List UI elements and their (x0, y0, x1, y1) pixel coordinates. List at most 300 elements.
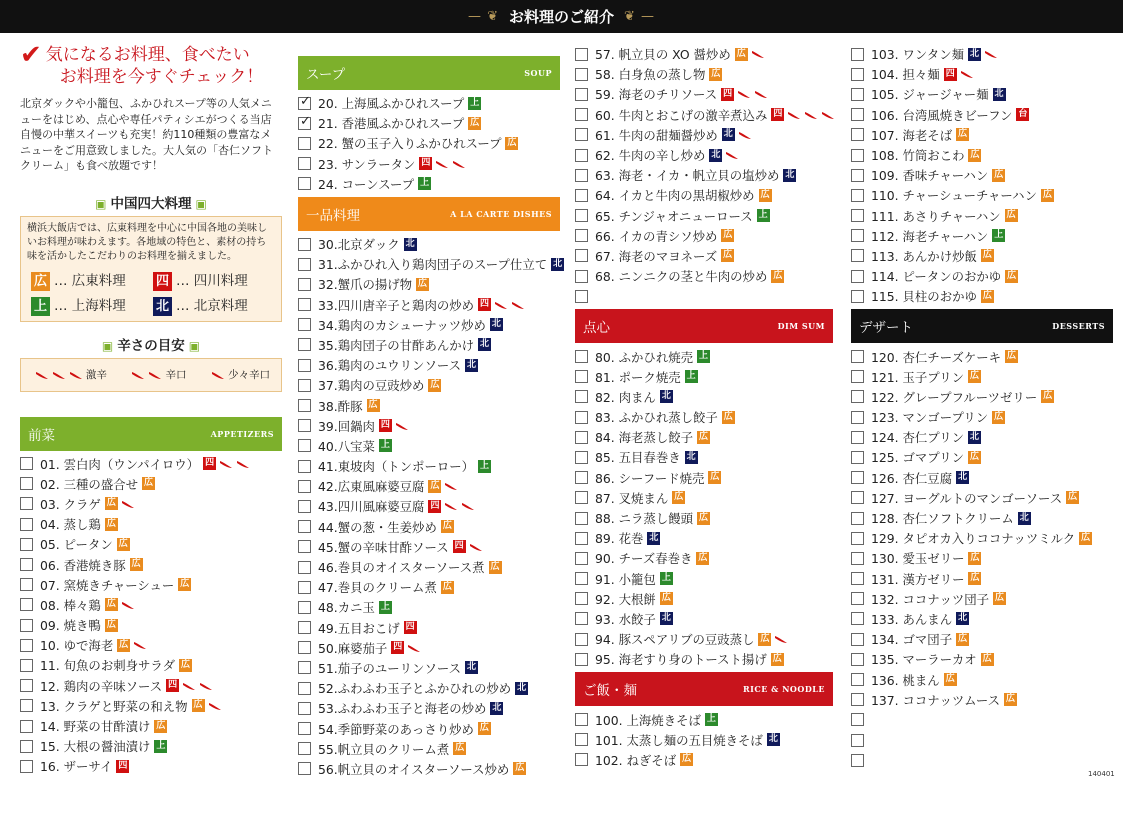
column-soup-alacarte (298, 53, 563, 779)
menu-item (851, 690, 1113, 710)
cuisine-badge: 四 (168, 680, 178, 691)
menu-item-checkbox[interactable] (575, 88, 588, 101)
legend-item (153, 297, 275, 316)
menu-item-checkbox[interactable] (298, 338, 311, 351)
menu-item-checkbox[interactable] (575, 592, 588, 605)
menu-item-checkbox[interactable] (851, 612, 864, 625)
cuisine-badge: 北 (466, 359, 476, 370)
menu-item-checkbox[interactable] (575, 229, 588, 242)
menu-item-label: 16. ザーサイ (40, 759, 113, 775)
menu-item-checkbox[interactable] (298, 480, 311, 493)
chili-icon (435, 159, 449, 169)
menu-item (298, 355, 560, 375)
menu-item-checkbox[interactable] (298, 520, 311, 533)
cuisine-badge: 広 (106, 599, 116, 610)
menu-item-checkbox[interactable] (20, 538, 33, 551)
menu-item-checkbox[interactable] (298, 561, 311, 574)
cuisine-badge: 広 (1007, 351, 1017, 362)
cuisine-badge: 広 (760, 189, 770, 200)
ornament-left: — ❦ (467, 9, 499, 24)
cuisine-badge: 広 (470, 117, 480, 128)
menu-item (851, 84, 1113, 104)
cuisines-box (20, 216, 282, 322)
menu-item-label: 02. 三種の盛合せ (40, 476, 138, 492)
menu-item-checkbox[interactable] (575, 249, 588, 262)
menu-item (298, 234, 560, 254)
menu-item-checkbox[interactable] (851, 693, 864, 706)
cuisine-badge: 上 (758, 210, 768, 221)
menu-item-checkbox[interactable] (20, 518, 33, 531)
cuisine-badge: 上 (156, 740, 166, 751)
menu-item-label: 57. 帆立貝の XO 醤炒め (595, 47, 731, 63)
menu-item (298, 577, 560, 597)
menu-item-checkbox[interactable] (298, 359, 311, 372)
cuisine-badge: 広 (1006, 694, 1016, 705)
chili-icon (236, 459, 250, 469)
menu-item-checkbox[interactable] (298, 117, 311, 130)
cuisine-badge: 広 (430, 379, 440, 390)
menu-item-label: 80. ふかひれ焼売 (595, 349, 693, 365)
menu-item-checkbox[interactable] (575, 189, 588, 202)
menu-item-checkbox[interactable] (20, 740, 33, 753)
menu-item (575, 548, 833, 568)
menu-item (20, 676, 282, 696)
menu-item-label: 55.帆立貝のクリーム煮 (318, 741, 450, 757)
menu-item-checkbox[interactable] (851, 270, 864, 283)
menu-item-label: 81. ポーク焼売 (595, 369, 681, 385)
menu-item-checkbox[interactable] (851, 451, 864, 464)
cuisine-badge: 広 (994, 169, 1004, 180)
menu-item-checkbox[interactable] (851, 88, 864, 101)
menu-item-checkbox[interactable] (20, 598, 33, 611)
cuisine-badge: 広 (970, 552, 980, 563)
menu-item-checkbox[interactable] (298, 419, 311, 432)
menu-item-checkbox[interactable] (20, 558, 33, 571)
cuisine-badge: 広 (994, 411, 1004, 422)
legend-label: … 広東料理 (54, 273, 126, 289)
menu-item (298, 739, 560, 759)
menu-item-checkbox[interactable] (851, 491, 864, 504)
chili-icon (737, 89, 751, 99)
menu-item-checkbox[interactable] (851, 128, 864, 141)
menu-item-checkbox[interactable] (851, 189, 864, 202)
menu-item (298, 436, 560, 456)
cuisine-badge: 北 (969, 431, 979, 442)
cuisine-badge: 広 (723, 230, 733, 241)
menu-item-checkbox[interactable] (298, 601, 311, 614)
menu-item (575, 185, 833, 205)
menu-item-checkbox[interactable] (298, 682, 311, 695)
menu-item (851, 447, 1113, 467)
cuisine-badge: 四 (773, 109, 783, 120)
menu-item-label: 59. 海老のチリソース (595, 87, 718, 103)
menu-item-checkbox[interactable] (298, 318, 311, 331)
menu-item-label: 125. ゴマプリン (871, 450, 964, 466)
chili-icon (199, 681, 213, 691)
menu-item-checkbox[interactable] (298, 581, 311, 594)
menu-item (575, 125, 833, 145)
cuisine-badge: 北 (686, 451, 696, 462)
menu-item-checkbox[interactable] (851, 411, 864, 424)
cuisine-badge: 広 (698, 431, 708, 442)
menu-item-checkbox[interactable] (575, 633, 588, 646)
cuisine-badge: 上 (686, 371, 696, 382)
menu-item-checkbox[interactable] (298, 439, 311, 452)
menu-item-checkbox[interactable] (851, 633, 864, 646)
cuisine-badge: 広 (193, 700, 203, 711)
menu-item (851, 589, 1113, 609)
menu-item-label: 82. 肉まん (595, 389, 656, 405)
menu-item-label: 37.鶏肉の豆豉炒め (318, 378, 425, 394)
menu-item-label: 05. ピータン (40, 537, 113, 553)
chili-icon (804, 110, 818, 120)
menu-item-checkbox[interactable] (298, 500, 311, 513)
section-appetizers: 前菜 APPETIZERS (20, 417, 282, 451)
menu-item (298, 254, 563, 274)
intro-heading-line2: お料理を今すぐチェック！ (59, 67, 264, 87)
menu-item-checkbox[interactable] (20, 619, 33, 632)
menu-item-checkbox[interactable] (575, 733, 588, 746)
cuisine-badge: 北 (1019, 512, 1029, 523)
chili-icon (494, 300, 508, 310)
menu-item-label: 20. 上海風ふかひれスープ (318, 96, 465, 112)
chili-icon (148, 370, 162, 380)
menu-item-checkbox[interactable] (851, 653, 864, 666)
chili-icon (133, 640, 147, 650)
menu-item-checkbox[interactable] (851, 370, 864, 383)
menu-item-checkbox[interactable] (851, 48, 864, 61)
menu-item-checkbox[interactable] (298, 702, 311, 715)
menu-item-checkbox[interactable] (20, 659, 33, 672)
menu-item-checkbox[interactable] (298, 258, 311, 271)
menu-item-label: 134. ゴマ団子 (871, 632, 953, 648)
menu-item-checkbox[interactable] (851, 390, 864, 403)
menu-item-checkbox[interactable] (575, 169, 588, 182)
menu-item-label: 07. 窯焼きチャーシュー (40, 577, 175, 593)
menu-item-label: 40.八宝菜 (318, 438, 375, 454)
rice-list (575, 709, 833, 770)
menu-item-checkbox[interactable] (851, 552, 864, 565)
column-desserts (851, 44, 1113, 770)
spice-label: 激辛 (85, 369, 107, 381)
menu-item-checkbox[interactable] (20, 639, 33, 652)
menu-item (851, 468, 1113, 488)
cuisine-badge: 四 (393, 642, 403, 653)
chili-icon (444, 481, 458, 491)
menu-item-checkbox[interactable] (575, 411, 588, 424)
cuisine-badge: 四 (205, 458, 215, 469)
menu-item-checkbox[interactable] (575, 350, 588, 363)
cuisine-badge: 広 (772, 653, 782, 664)
menu-item-checkbox[interactable] (575, 532, 588, 545)
menu-item-checkbox[interactable] (851, 512, 864, 525)
menu-item-label: 104. 担々麺 (871, 67, 940, 83)
menu-item (298, 718, 560, 738)
chili-icon (960, 69, 974, 79)
menu-item-checkbox[interactable] (575, 451, 588, 464)
menu-item (575, 488, 833, 508)
menu-item-label: 23. サンラータン (318, 156, 416, 172)
chili-icon (182, 681, 196, 691)
menu-item-checkbox[interactable] (851, 229, 864, 242)
menu-item-checkbox[interactable] (20, 477, 33, 490)
menu-item-checkbox[interactable] (851, 572, 864, 585)
menu-item (298, 678, 560, 698)
cuisine-badge: 広 (156, 720, 166, 731)
chili-icon (395, 421, 409, 431)
menu-item-checkbox[interactable] (298, 742, 311, 755)
menu-item-checkbox[interactable] (575, 209, 588, 222)
menu-item-label: 33.四川唐辛子と鶏肉の炒め (318, 297, 475, 313)
menu-item-checkbox[interactable] (851, 68, 864, 81)
menu-item (851, 649, 1113, 669)
menu-item (298, 456, 560, 476)
menu-item-label: 51.茄子のユーリンソース (318, 660, 461, 676)
cuisine-badge: 広 (143, 478, 153, 489)
soup-list (298, 93, 560, 194)
rice-continued-list (851, 44, 1113, 306)
menu-item-label: 123. マンゴープリン (871, 410, 989, 426)
menu-item-checkbox[interactable] (575, 390, 588, 403)
menu-item-checkbox[interactable] (298, 641, 311, 654)
menu-item-checkbox[interactable] (851, 713, 864, 726)
menu-item (298, 315, 560, 335)
menu-item (851, 710, 1113, 730)
checkmark-icon: ✔ (20, 40, 42, 70)
cuisine-badge: 広 (418, 278, 428, 289)
menu-item-checkbox[interactable] (20, 497, 33, 510)
menu-item (20, 454, 282, 474)
menu-item-label: 68. ニンニクの茎と牛肉の炒め (595, 269, 768, 285)
menu-item-label: 113. あんかけ炒飯 (871, 248, 977, 264)
cuisine-badge: 広 (682, 754, 692, 765)
menu-item-checkbox[interactable] (20, 578, 33, 591)
menu-item-checkbox[interactable] (851, 734, 864, 747)
menu-item-label: 53.ふわふわ玉子と海老の炒め (318, 701, 487, 717)
menu-item (20, 494, 282, 514)
menu-item-checkbox[interactable] (575, 512, 588, 525)
menu-item (575, 346, 833, 366)
cuisine-badge: 北 (661, 391, 671, 402)
menu-item (575, 730, 833, 750)
menu-item-checkbox[interactable] (298, 460, 311, 473)
section-rice: ご飯・麺 RICE & NOODLE (575, 672, 833, 706)
menu-item (298, 375, 560, 395)
menu-item-checkbox[interactable] (575, 552, 588, 565)
menu-item-label: 43.四川風麻婆豆腐 (318, 499, 425, 515)
menu-item-checkbox[interactable] (298, 661, 311, 674)
column-dimsum (575, 44, 833, 770)
menu-item-label: 06. 香港焼き豚 (40, 557, 126, 573)
menu-item (851, 346, 1113, 366)
menu-item-label: 126. 杏仁豆腐 (871, 470, 953, 486)
menu-item-label: 31.ふかひれ入り鶏肉団子のスープ仕立て (318, 257, 548, 273)
menu-item-checkbox[interactable] (20, 760, 33, 773)
menu-item-checkbox[interactable] (575, 48, 588, 61)
menu-item-label: 61. 牛肉の甜麺醤炒め (595, 127, 718, 143)
menu-item-checkbox[interactable] (20, 679, 33, 692)
menu-item (20, 474, 282, 494)
menu-item-checkbox[interactable] (298, 137, 311, 150)
chili-icon (774, 634, 788, 644)
menu-item-checkbox[interactable] (20, 720, 33, 733)
menu-item-checkbox[interactable] (851, 431, 864, 444)
chili-icon (121, 499, 135, 509)
cuisine-badge: 上 (470, 97, 480, 108)
menu-item-label: 106. 台湾風焼きビーフン (871, 107, 1013, 123)
menu-item (20, 534, 282, 554)
menu-item (298, 759, 560, 779)
menu-item (575, 367, 833, 387)
menu-item-checkbox[interactable] (851, 673, 864, 686)
intro-heading (20, 40, 282, 88)
menu-item-checkbox[interactable] (298, 379, 311, 392)
menu-item-checkbox[interactable] (575, 612, 588, 625)
menu-item-checkbox[interactable] (575, 128, 588, 141)
menu-item-checkbox[interactable] (851, 350, 864, 363)
menu-item-checkbox[interactable] (851, 108, 864, 121)
menu-item (851, 387, 1113, 407)
menu-item-checkbox[interactable] (298, 298, 311, 311)
menu-item-checkbox[interactable] (851, 290, 864, 303)
alacarte-list (298, 234, 563, 779)
cuisine-badge: 広 (958, 129, 968, 140)
chili-icon (208, 701, 222, 711)
menu-item-label: 67. 海老のマヨネーズ (595, 248, 718, 264)
menu-item-label: 46.巻貝のオイスターソース煮 (318, 560, 485, 576)
menu-item-checkbox[interactable] (575, 108, 588, 121)
menu-item-label: 121. 玉子プリン (871, 369, 964, 385)
menu-item (575, 145, 833, 165)
intro-paragraph: 北京ダックや小籠包、ふかひれスープ等の人気メニューをはじめ、点心や専任パティシエがつくる当店自慢の中華スイーツも充実！約110種類の豊富なメニューをご用意致しました。大人気の「杏仁ソフトクリーム」も食べ放題です！ (20, 97, 273, 172)
menu-item-checkbox[interactable] (298, 762, 311, 775)
cuisine-badge: 広 (118, 538, 128, 549)
menu-item (298, 496, 560, 516)
cuisine-badge: 四 (380, 420, 390, 431)
menu-item (298, 597, 560, 617)
menu-item-checkbox[interactable] (298, 540, 311, 553)
menu-item-label: 01. 雲白肉（ウンパイロウ） (40, 456, 200, 472)
menu-item-checkbox[interactable] (575, 149, 588, 162)
menu-item-checkbox[interactable] (575, 713, 588, 726)
menu-item-checkbox[interactable] (298, 97, 311, 110)
menu-item (575, 447, 833, 467)
spice-level (128, 367, 186, 382)
menu-item (298, 295, 560, 315)
cuisine-legend (27, 272, 275, 316)
ornament-icon: ▣ (95, 196, 107, 211)
ornament-right: ❦ — (624, 9, 656, 24)
menu-item-checkbox[interactable] (851, 592, 864, 605)
cuisine-badge: 広 (711, 68, 721, 79)
menu-item-label: 85. 五目春巻き (595, 450, 681, 466)
chili-icon (821, 110, 835, 120)
menu-item-checkbox[interactable] (851, 149, 864, 162)
cuisine-badge: 広 (106, 498, 116, 509)
menu-item-checkbox[interactable] (298, 621, 311, 634)
menu-item-label: 94. 豚スペアリブの豆豉蒸し (595, 632, 755, 648)
menu-item (20, 655, 282, 675)
section-desserts: デザート DESSERTS (851, 309, 1113, 343)
menu-item (851, 488, 1113, 508)
menu-item (298, 658, 560, 678)
menu-item (851, 548, 1113, 568)
menu-item (851, 569, 1113, 589)
menu-item (575, 750, 833, 770)
menu-item-checkbox[interactable] (851, 249, 864, 262)
menu-item-checkbox[interactable] (575, 68, 588, 81)
cuisine-badge: 広 (723, 411, 733, 422)
cuisine-badge: 広 (1068, 492, 1078, 503)
menu-item-label: 127. ヨーグルトのマンゴーソース (871, 490, 1063, 506)
menu-item-checkbox[interactable] (298, 238, 311, 251)
menu-item-checkbox[interactable] (575, 370, 588, 383)
menu-item-label: 42.広東風麻婆豆腐 (318, 479, 425, 495)
cuisine-badge: 広 (698, 552, 708, 563)
menu-item-checkbox[interactable] (298, 399, 311, 412)
menu-item-checkbox[interactable] (851, 169, 864, 182)
menu-item-label: 107. 海老そば (871, 127, 953, 143)
menu-item-checkbox[interactable] (298, 722, 311, 735)
menu-item (851, 367, 1113, 387)
menu-item-label: 133. あんまん (871, 611, 953, 627)
menu-item-label: 35.鶏肉団子の甘酢あんかけ (318, 337, 475, 353)
page-title: お料理のご紹介 (508, 8, 614, 26)
menu-item-checkbox[interactable] (575, 431, 588, 444)
menu-item-checkbox[interactable] (851, 209, 864, 222)
menu-item-checkbox[interactable] (851, 471, 864, 484)
menu-item-checkbox[interactable] (298, 157, 311, 170)
menu-item-checkbox[interactable] (575, 270, 588, 283)
menu-item-label: 34.鶏肉のカシューナッツ炒め (318, 317, 486, 333)
menu-item-checkbox[interactable] (575, 491, 588, 504)
cuisine-badge: 北 (768, 734, 778, 745)
spice-label: 少々辛口 (228, 369, 271, 381)
menu-item (298, 395, 560, 415)
menu-item-checkbox[interactable] (575, 572, 588, 585)
menu-item (298, 476, 560, 496)
footer-code: 140401 (1088, 770, 1115, 778)
menu-item (575, 629, 833, 649)
cuisine-badge: 北 (785, 169, 795, 180)
menu-item (575, 44, 833, 64)
menu-item-checkbox[interactable] (298, 278, 311, 291)
menu-item-checkbox[interactable] (20, 699, 33, 712)
menu-item (575, 266, 833, 286)
chili-icon (754, 89, 768, 99)
cuisine-badge: 四 (118, 760, 128, 771)
menu-item-label: 32.蟹爪の揚げ物 (318, 277, 413, 293)
cuisine-badge: 広 (515, 763, 525, 774)
menu-item (298, 174, 560, 194)
menu-item-checkbox[interactable] (575, 653, 588, 666)
cuisine-badge: 広 (1043, 391, 1053, 402)
cuisine-badge: 広 (970, 149, 980, 160)
cuisine-badge: 広 (661, 593, 671, 604)
cuisine-badge: 四 (723, 88, 733, 99)
section-soup: スープ SOUP (298, 56, 560, 90)
menu-item-checkbox[interactable] (575, 471, 588, 484)
menu-item-label: 84. 海老蒸し餃子 (595, 430, 693, 446)
menu-item-checkbox[interactable] (575, 290, 588, 303)
menu-item-checkbox[interactable] (851, 532, 864, 545)
menu-item-checkbox[interactable] (851, 754, 864, 767)
menu-item-checkbox[interactable] (575, 753, 588, 766)
cuisine-badge: 北 (649, 532, 659, 543)
menu-item-checkbox[interactable] (20, 457, 33, 470)
menu-item (575, 246, 833, 266)
menu-item-checkbox[interactable] (298, 177, 311, 190)
